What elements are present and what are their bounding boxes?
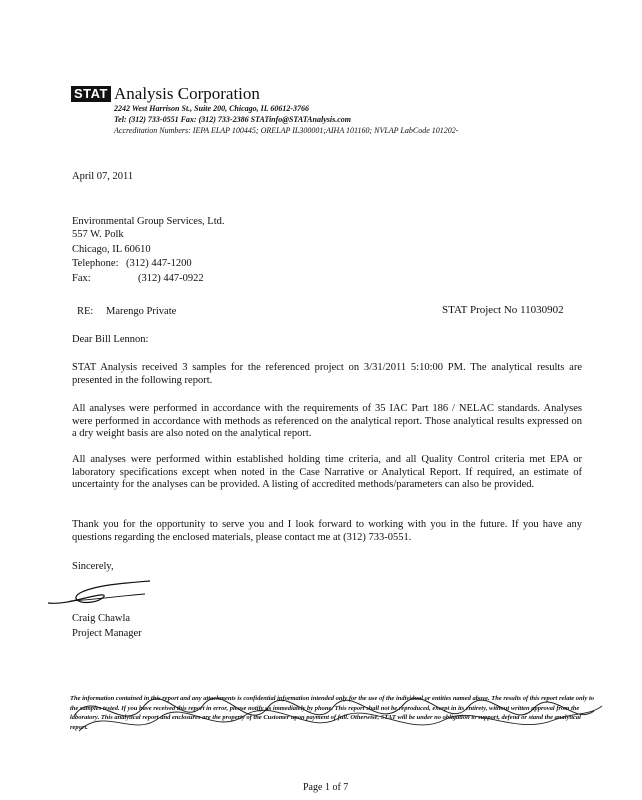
recipient-name: Environmental Group Services, Ltd. <box>72 216 225 227</box>
company-name: Analysis Corporation <box>114 84 260 103</box>
paragraph-quality-control: All analyses were performed within established holding time criteria, and all Quality Control criteria met EPA or laboratory specifications except when noted in the Case Narrative or Analytical Report. If required, an estimate of uncertainty for the analyses can be provided. A listing of accredited methods/parameters can also be provided. <box>72 454 582 490</box>
letterhead-accreditation: Accreditation Numbers: IEPA ELAP 100445; ORELAP IL300001;AIHA 101160; NVLAP LabCode 101202- <box>114 126 459 135</box>
project-number-line <box>442 304 564 316</box>
paragraph-thank-you: Thank you for the opportunity to serve you and I look forward to working with you in the future. If you have any questions regarding the enclosed materials, please contact me at (312) 733-0551. <box>72 519 582 543</box>
recipient-street: 557 W. Polk <box>72 229 124 240</box>
paragraph-standards: All analyses were performed in accordance with the requirements of 35 IAC Part 186 / NELAC standards. Analyses were performed in accordance with methods as referenced on the analytical report. Those analytical results expressed on a dry weight basis are also noted on the analytical report. <box>72 403 582 439</box>
letterhead-address: 2242 West Harrison St., Suite 200, Chicago, IL 60612-3766 <box>114 104 309 113</box>
company-logo: STAT <box>71 86 111 102</box>
handwritten-scribble <box>64 676 609 746</box>
recipient-fax-label: Fax: <box>72 273 91 284</box>
signer-name: Craig Chawla <box>72 613 131 624</box>
signer-title: Project Manager <box>72 628 142 639</box>
recipient-telephone: (312) 447-1200 <box>126 258 192 269</box>
letter-date: April 07, 2011 <box>72 171 134 182</box>
salutation: Dear Bill Lennon: <box>72 334 149 345</box>
recipient-city: Chicago, IL 60610 <box>72 244 151 255</box>
page-number: Page 1 of 7 <box>303 782 349 793</box>
project-number-label: STAT Project No <box>442 304 518 316</box>
project-number: 11030902 <box>520 304 564 316</box>
signature-image <box>40 575 160 610</box>
confidentiality-disclaimer: The information contained in this report and any attachments is confidential information intended only for the use of the individual or entities named above. The results of this report relate only to the samples tested. If you have received this report in error, please notify us immediately by phone. This report shall not be reproduced, except in its entirety, without written approval from the laboratory. This analytical report and enclosures are the property of the Customer upon payment of full. Otherwise, STAT will be under no obligation to support, defend or stand the analytical report. <box>70 695 595 731</box>
recipient-telephone-label: Telephone: <box>72 258 119 269</box>
recipient-fax: (312) 447-0922 <box>138 273 204 284</box>
paragraph-receipt: STAT Analysis received 3 samples for the referenced project on 3/31/2011 5:10:00 PM. The analytical results are presented in the following report. <box>72 362 582 386</box>
closing: Sincerely, <box>72 561 114 572</box>
re-label: RE: <box>77 306 94 317</box>
re-value: Marengo Private <box>106 306 177 317</box>
letterhead-contact: Tel: (312) 733-0551 Fax: (312) 733-2386 STATinfo@STATAnalysis.com <box>114 115 351 124</box>
